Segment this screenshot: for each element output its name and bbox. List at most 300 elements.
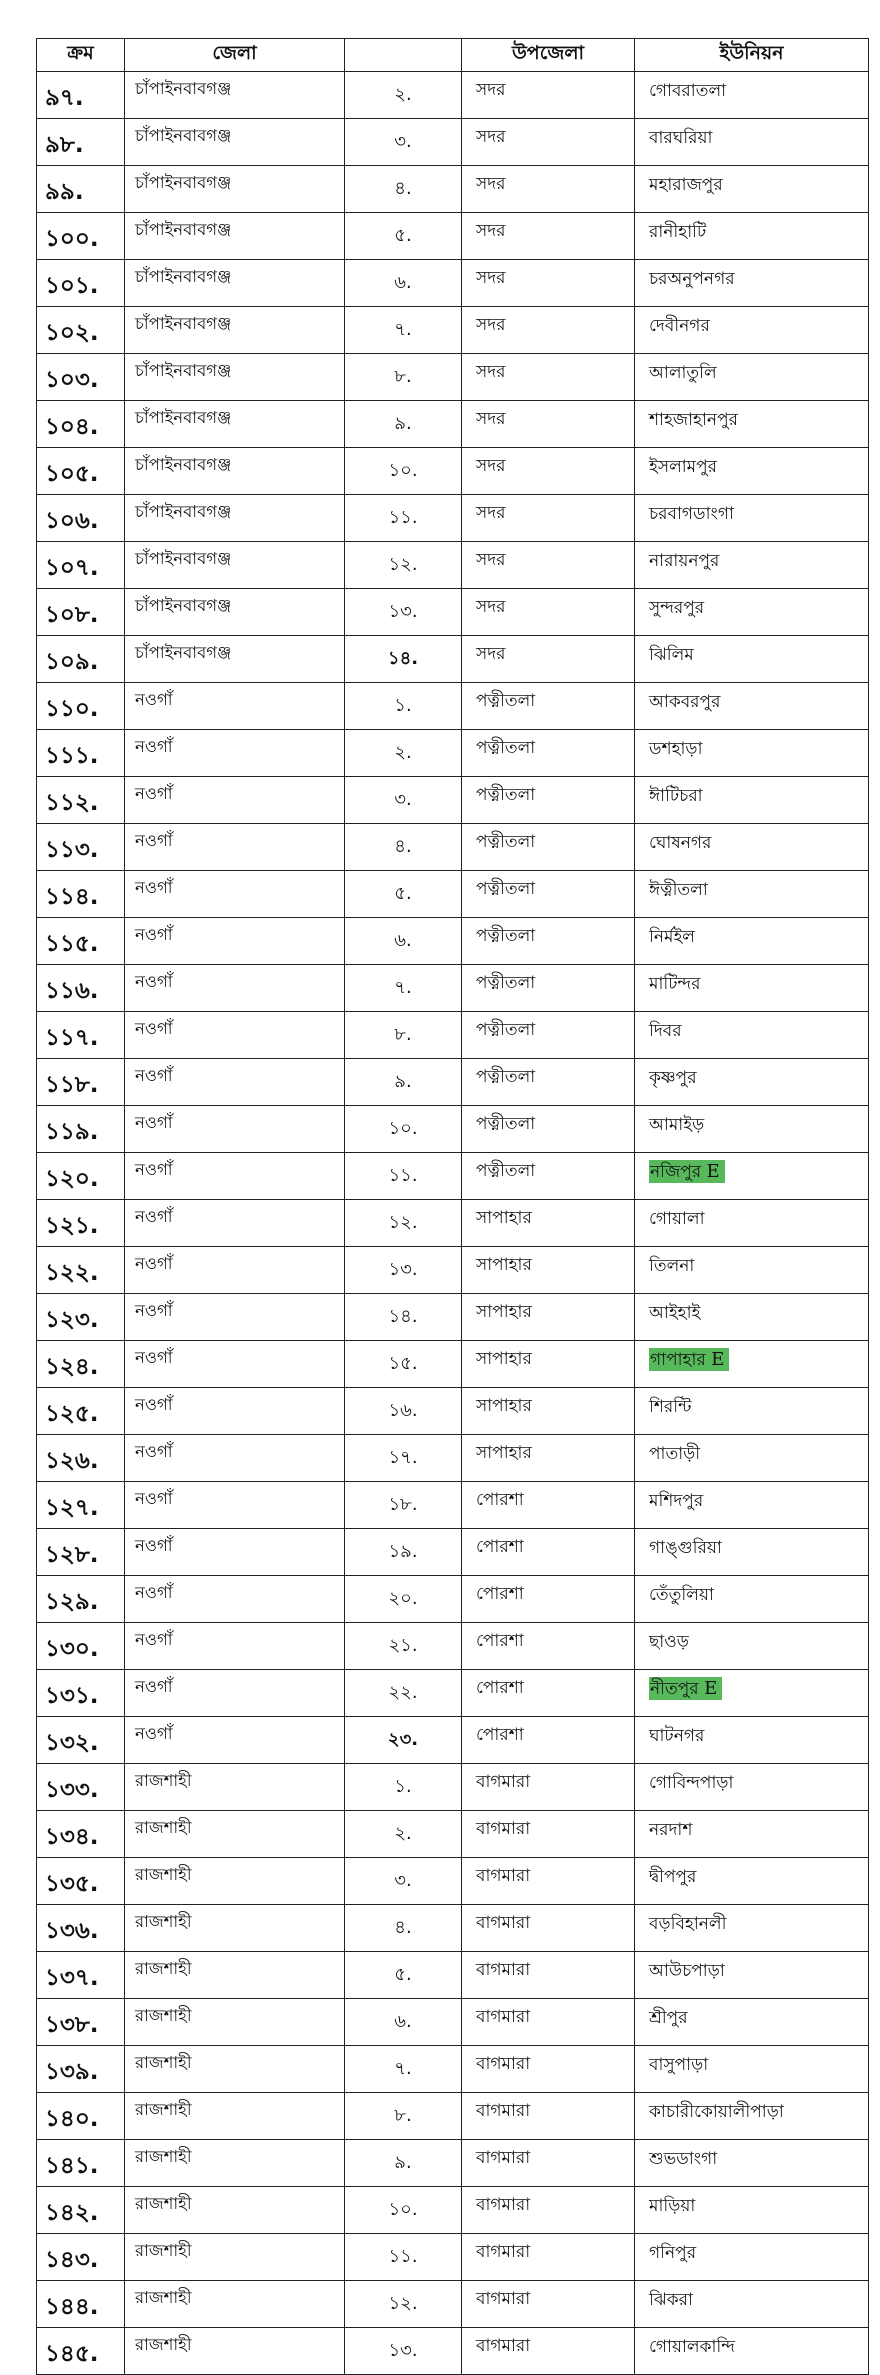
district-cell: রাজশাহী [125, 2140, 345, 2187]
table-row [37, 2046, 869, 2093]
header-union: ইউনিয়ন [635, 39, 869, 72]
table-row [37, 1670, 869, 1717]
serial-cell: ৯৮. [37, 119, 125, 166]
serial-cell: ১০৫. [37, 448, 125, 495]
district-cell: নওগাঁ [125, 1247, 345, 1294]
upazila-cell: সাপাহার [462, 1247, 635, 1294]
upazila-cell: সদর [462, 354, 635, 401]
upazila-cell: সদর [462, 72, 635, 119]
district-cell: রাজশাহী [125, 1811, 345, 1858]
upazila-cell: পত্নীতলা [462, 1012, 635, 1059]
table-row [37, 1529, 869, 1576]
number-cell: ১০. [345, 2187, 462, 2234]
table-row [37, 401, 869, 448]
serial-cell: ১০০. [37, 213, 125, 260]
number-cell: ৩. [345, 119, 462, 166]
union-cell: মাটিন্দর [635, 965, 869, 1012]
district-cell: নওগাঁ [125, 918, 345, 965]
highlighted-union [649, 1677, 722, 1700]
table-row [37, 777, 869, 824]
upazila-cell: সদর [462, 213, 635, 260]
district-cell: নওগাঁ [125, 1576, 345, 1623]
number-cell: ২০. [345, 1576, 462, 1623]
table-row [37, 2328, 869, 2375]
union-cell: মাড়িয়া [635, 2187, 869, 2234]
union-cell: নরদাশ [635, 1811, 869, 1858]
serial-cell: ১২৫. [37, 1388, 125, 1435]
upazila-cell: সদর [462, 166, 635, 213]
union-cell: বারঘরিয়া [635, 119, 869, 166]
union-cell: গোয়ালকান্দি [635, 2328, 869, 2375]
number-cell: ৯. [345, 1059, 462, 1106]
header-row [37, 39, 869, 72]
district-cell: চাঁপাইনবাবগঞ্জ [125, 354, 345, 401]
union-cell: পাতাড়ী [635, 1435, 869, 1482]
serial-cell: ১৪৪. [37, 2281, 125, 2328]
serial-cell: ১২৬. [37, 1435, 125, 1482]
union-cell: ঈাটিচরা [635, 777, 869, 824]
district-cell: নওগাঁ [125, 965, 345, 1012]
table-row [37, 495, 869, 542]
serial-cell: ১০৯. [37, 636, 125, 683]
union-name: গাপাহার [650, 1350, 706, 1370]
serial-cell: ৯৭. [37, 72, 125, 119]
union-cell: আলাতুলি [635, 354, 869, 401]
union-cell: গনিপুর [635, 2234, 869, 2281]
serial-cell: ১২১. [37, 1200, 125, 1247]
district-cell: চাঁপাইনবাবগঞ্জ [125, 448, 345, 495]
district-cell: রাজশাহী [125, 2281, 345, 2328]
upazila-cell: পত্নীতলা [462, 683, 635, 730]
union-cell: ঘাটনগর [635, 1717, 869, 1764]
upazila-cell: সদর [462, 448, 635, 495]
serial-cell: ১১১. [37, 730, 125, 777]
serial-cell: ১২৩. [37, 1294, 125, 1341]
district-cell: চাঁপাইনবাবগঞ্জ [125, 72, 345, 119]
number-cell: ৮. [345, 2093, 462, 2140]
serial-cell: ১৩২. [37, 1717, 125, 1764]
district-cell: চাঁপাইনবাবগঞ্জ [125, 401, 345, 448]
serial-cell: ১০৮. [37, 589, 125, 636]
serial-cell: ১১৪. [37, 871, 125, 918]
upazila-cell: বাগমারা [462, 2046, 635, 2093]
number-cell: ১৬. [345, 1388, 462, 1435]
district-cell: নওগাঁ [125, 1059, 345, 1106]
table-row [37, 2234, 869, 2281]
upazila-cell: বাগমারা [462, 2093, 635, 2140]
upazila-cell: সদর [462, 636, 635, 683]
union-cell: আইহাই [635, 1294, 869, 1341]
number-cell: ১০. [345, 448, 462, 495]
table-row [37, 1012, 869, 1059]
district-cell: চাঁপাইনবাবগঞ্জ [125, 166, 345, 213]
union-cell: তিলনা [635, 1247, 869, 1294]
number-cell: ৬. [345, 1999, 462, 2046]
union-cell: ঈত্নীতলা [635, 871, 869, 918]
table-row [37, 2140, 869, 2187]
union-cell: বড়বিহানলী [635, 1905, 869, 1952]
table-row [37, 1341, 869, 1388]
upazila-cell: পত্নীতলা [462, 871, 635, 918]
number-cell: ৭. [345, 307, 462, 354]
union-cell: ঝিকরা [635, 2281, 869, 2328]
serial-cell: ১২৭. [37, 1482, 125, 1529]
table-header [37, 39, 869, 72]
district-cell: নওগাঁ [125, 683, 345, 730]
upazila-cell: সাপাহার [462, 1200, 635, 1247]
number-cell: ১৪. [345, 636, 462, 683]
upazila-cell: বাগমারা [462, 2281, 635, 2328]
district-cell: রাজশাহী [125, 1905, 345, 1952]
upazila-cell: পোরশা [462, 1529, 635, 1576]
serial-cell: ১০৪. [37, 401, 125, 448]
district-cell: রাজশাহী [125, 1952, 345, 1999]
serial-cell: ১৩৮. [37, 1999, 125, 2046]
number-cell: ১২. [345, 2281, 462, 2328]
table-row [37, 1717, 869, 1764]
district-cell: চাঁপাইনবাবগঞ্জ [125, 307, 345, 354]
table-row [37, 636, 869, 683]
table-row [37, 2093, 869, 2140]
district-cell: নওগাঁ [125, 1012, 345, 1059]
serial-cell: ১১০. [37, 683, 125, 730]
district-cell: নওগাঁ [125, 1435, 345, 1482]
union-cell: চরবাগডাংগা [635, 495, 869, 542]
serial-cell: ১০৬. [37, 495, 125, 542]
upazila-cell: সাপাহার [462, 1435, 635, 1482]
serial-cell: ১০৩. [37, 354, 125, 401]
union-cell [635, 1153, 869, 1200]
number-cell: ২. [345, 72, 462, 119]
table-row [37, 542, 869, 589]
district-cell: রাজশাহী [125, 2046, 345, 2093]
table-row [37, 1294, 869, 1341]
serial-cell: ১৪০. [37, 2093, 125, 2140]
table-row [37, 448, 869, 495]
serial-cell: ১৩৩. [37, 1764, 125, 1811]
serial-cell: ১১৬. [37, 965, 125, 1012]
number-cell: ৩. [345, 1858, 462, 1905]
union-cell: নারায়নপুর [635, 542, 869, 589]
number-cell: ১৮. [345, 1482, 462, 1529]
union-cell: ডশহাড়া [635, 730, 869, 777]
serial-cell: ১৩১. [37, 1670, 125, 1717]
table-row [37, 166, 869, 213]
union-cell: আকবরপুর [635, 683, 869, 730]
upazila-cell: সাপাহার [462, 1388, 635, 1435]
serial-cell: ১৪৩. [37, 2234, 125, 2281]
upazila-cell: সদর [462, 401, 635, 448]
number-cell: ৪. [345, 1905, 462, 1952]
upazila-cell: পোরশা [462, 1717, 635, 1764]
serial-cell: ১১৫. [37, 918, 125, 965]
union-cell: চরঅনুপনগর [635, 260, 869, 307]
serial-cell: ১১৩. [37, 824, 125, 871]
union-cell [635, 1670, 869, 1717]
table-row [37, 354, 869, 401]
upazila-cell: পত্নীতলা [462, 1059, 635, 1106]
number-cell: ৬. [345, 260, 462, 307]
header-serial: ক্রম [37, 39, 125, 72]
table-row [37, 871, 869, 918]
union-cell: ঝিলিম [635, 636, 869, 683]
upazila-cell: পত্নীতলা [462, 965, 635, 1012]
header-district: জেলা [125, 39, 345, 72]
union-cell: মহারাজপুর [635, 166, 869, 213]
upazila-cell: সদর [462, 542, 635, 589]
union-cell: ইসলামপুর [635, 448, 869, 495]
table-body [37, 72, 869, 2375]
district-cell: নওগাঁ [125, 1529, 345, 1576]
upazila-cell: সদর [462, 307, 635, 354]
serial-cell: ১৪১. [37, 2140, 125, 2187]
district-cell: নওগাঁ [125, 1200, 345, 1247]
upazila-cell: সাপাহার [462, 1294, 635, 1341]
upazila-cell: পোরশা [462, 1576, 635, 1623]
number-cell: ১৫. [345, 1341, 462, 1388]
union-suffix: E [711, 1349, 725, 1370]
number-cell: ৫. [345, 1952, 462, 1999]
serial-cell: ১০৭. [37, 542, 125, 589]
union-cell: ঘোষনগর [635, 824, 869, 871]
number-cell: ৯. [345, 2140, 462, 2187]
union-cell: শাহজাহানপুর [635, 401, 869, 448]
serial-cell: ১২৪. [37, 1341, 125, 1388]
upazila-cell: বাগমারা [462, 2328, 635, 2375]
union-suffix: E [704, 1678, 718, 1699]
union-cell: আউচপাড়া [635, 1952, 869, 1999]
union-cell: দেবীনগর [635, 307, 869, 354]
table-row [37, 307, 869, 354]
number-cell: ১৩. [345, 2328, 462, 2375]
union-cell: দ্বীপপুর [635, 1858, 869, 1905]
district-cell: চাঁপাইনবাবগঞ্জ [125, 260, 345, 307]
number-cell: ১১. [345, 2234, 462, 2281]
district-cell: চাঁপাইনবাবগঞ্জ [125, 542, 345, 589]
district-cell: নওগাঁ [125, 1623, 345, 1670]
number-cell: ৫. [345, 213, 462, 260]
district-cell: রাজশাহী [125, 2187, 345, 2234]
union-name: নজিপুর [650, 1162, 702, 1182]
table-row [37, 2187, 869, 2234]
table-row [37, 1999, 869, 2046]
table-row [37, 824, 869, 871]
union-cell: গোয়ালা [635, 1200, 869, 1247]
upazila-cell: সদর [462, 260, 635, 307]
union-cell: গোবরাতলা [635, 72, 869, 119]
district-cell: চাঁপাইনবাবগঞ্জ [125, 589, 345, 636]
district-cell: রাজশাহী [125, 2328, 345, 2375]
serial-cell: ১৩৯. [37, 2046, 125, 2093]
union-cell: শ্রীপুর [635, 1999, 869, 2046]
serial-cell: ৯৯. [37, 166, 125, 213]
district-cell: রাজশাহী [125, 1764, 345, 1811]
number-cell: ৪. [345, 166, 462, 213]
union-cell: শিরন্টি [635, 1388, 869, 1435]
table-row [37, 1482, 869, 1529]
number-cell: ১৯. [345, 1529, 462, 1576]
serial-cell: ১২৯. [37, 1576, 125, 1623]
upazila-cell: বাগমারা [462, 1952, 635, 1999]
district-cell: চাঁপাইনবাবগঞ্জ [125, 213, 345, 260]
union-cell: মশিদপুর [635, 1482, 869, 1529]
header-upazila: উপজেলা [462, 39, 635, 72]
union-cell: গোবিন্দপাড়া [635, 1764, 869, 1811]
upazila-cell: পত্নীতলা [462, 1106, 635, 1153]
upazila-cell: সদর [462, 495, 635, 542]
upazila-cell: সাপাহার [462, 1341, 635, 1388]
upazila-cell: সদর [462, 589, 635, 636]
number-cell: ৮. [345, 1012, 462, 1059]
union-cell: কৃষ্ণপুর [635, 1059, 869, 1106]
upazila-cell: বাগমারা [462, 1811, 635, 1858]
district-cell: নওগাঁ [125, 824, 345, 871]
number-cell: ১. [345, 683, 462, 730]
district-cell: রাজশাহী [125, 1999, 345, 2046]
table-row [37, 213, 869, 260]
table-row [37, 1435, 869, 1482]
upazila-cell: বাগমারা [462, 1858, 635, 1905]
number-cell: ১৪. [345, 1294, 462, 1341]
number-cell: ৩. [345, 777, 462, 824]
upazila-cell: সদর [462, 119, 635, 166]
district-cell: নওগাঁ [125, 1153, 345, 1200]
table-row [37, 1247, 869, 1294]
number-cell: ২১. [345, 1623, 462, 1670]
upazila-cell: বাগমারা [462, 1764, 635, 1811]
union-cell: তেঁতুলিয়া [635, 1576, 869, 1623]
table-row [37, 1764, 869, 1811]
union-cell: কাচারীকোয়ালীপাড়া [635, 2093, 869, 2140]
union-cell: বাসুপাড়া [635, 2046, 869, 2093]
number-cell: ৭. [345, 965, 462, 1012]
number-cell: ১০. [345, 1106, 462, 1153]
union-cell: ছাওড় [635, 1623, 869, 1670]
district-cell: নওগাঁ [125, 871, 345, 918]
union-name: নীতপুর [650, 1679, 699, 1699]
upazila-cell: বাগমারা [462, 2234, 635, 2281]
serial-cell: ১২৮. [37, 1529, 125, 1576]
table-row [37, 730, 869, 777]
table-row [37, 1153, 869, 1200]
table-row [37, 918, 869, 965]
union-cell: গাঙ্গুরিয়া [635, 1529, 869, 1576]
number-cell: ২. [345, 730, 462, 777]
table-row [37, 965, 869, 1012]
serial-cell: ১৩৭. [37, 1952, 125, 1999]
district-cell: চাঁপাইনবাবগঞ্জ [125, 636, 345, 683]
district-cell: রাজশাহী [125, 2234, 345, 2281]
union-cell: দিবর [635, 1012, 869, 1059]
serial-cell: ১৩৬. [37, 1905, 125, 1952]
serial-cell: ১৩০. [37, 1623, 125, 1670]
serial-cell: ১১২. [37, 777, 125, 824]
union-cell [635, 1341, 869, 1388]
district-cell: নওগাঁ [125, 1294, 345, 1341]
table-row [37, 260, 869, 307]
table-row [37, 1952, 869, 1999]
number-cell: ১১. [345, 495, 462, 542]
upazila-cell: পত্নীতলা [462, 918, 635, 965]
upazila-cell: পত্নীতলা [462, 824, 635, 871]
serial-cell: ১২২. [37, 1247, 125, 1294]
number-cell: ৪. [345, 824, 462, 871]
union-table [36, 38, 869, 2375]
number-cell: ২৩. [345, 1717, 462, 1764]
district-cell: নওগাঁ [125, 1388, 345, 1435]
upazila-cell: পত্নীতলা [462, 730, 635, 777]
number-cell: ১২. [345, 542, 462, 589]
table-row [37, 1858, 869, 1905]
number-cell: ৯. [345, 401, 462, 448]
table-row [37, 119, 869, 166]
serial-cell: ১৩৫. [37, 1858, 125, 1905]
serial-cell: ১১৭. [37, 1012, 125, 1059]
upazila-cell: পোরশা [462, 1623, 635, 1670]
union-suffix: E [706, 1161, 720, 1182]
district-cell: চাঁপাইনবাবগঞ্জ [125, 495, 345, 542]
number-cell: ১৭. [345, 1435, 462, 1482]
serial-cell: ১১৯. [37, 1106, 125, 1153]
upazila-cell: বাগমারা [462, 2187, 635, 2234]
upazila-cell: পোরশা [462, 1482, 635, 1529]
upazila-cell: বাগমারা [462, 1905, 635, 1952]
number-cell: ১৩. [345, 1247, 462, 1294]
table-row [37, 2281, 869, 2328]
serial-cell: ১৪২. [37, 2187, 125, 2234]
union-cell: শুভডাংগা [635, 2140, 869, 2187]
serial-cell: ১০১. [37, 260, 125, 307]
union-cell: সুন্দরপুর [635, 589, 869, 636]
number-cell: ১. [345, 1764, 462, 1811]
district-cell: নওগাঁ [125, 1106, 345, 1153]
district-cell: রাজশাহী [125, 1858, 345, 1905]
table-row [37, 1905, 869, 1952]
table-row [37, 1576, 869, 1623]
number-cell: ২. [345, 1811, 462, 1858]
table-row [37, 1388, 869, 1435]
upazila-cell: বাগমারা [462, 1999, 635, 2046]
district-cell: নওগাঁ [125, 730, 345, 777]
header-number [345, 39, 462, 72]
table-row [37, 72, 869, 119]
highlighted-union [649, 1160, 725, 1183]
district-cell: নওগাঁ [125, 1482, 345, 1529]
number-cell: ৭. [345, 2046, 462, 2093]
upazila-cell: পোরশা [462, 1670, 635, 1717]
serial-cell: ১০২. [37, 307, 125, 354]
table-row [37, 589, 869, 636]
number-cell: ২২. [345, 1670, 462, 1717]
serial-cell: ১৪৫. [37, 2328, 125, 2375]
number-cell: ৫. [345, 871, 462, 918]
union-cell: রানীহাটি [635, 213, 869, 260]
number-cell: ১৩. [345, 589, 462, 636]
document-page [36, 38, 868, 2375]
district-cell: চাঁপাইনবাবগঞ্জ [125, 119, 345, 166]
number-cell: ৮. [345, 354, 462, 401]
district-cell: রাজশাহী [125, 2093, 345, 2140]
table-row [37, 1059, 869, 1106]
table-row [37, 1200, 869, 1247]
serial-cell: ১১৮. [37, 1059, 125, 1106]
upazila-cell: পত্নীতলা [462, 777, 635, 824]
upazila-cell: পত্নীতলা [462, 1153, 635, 1200]
district-cell: নওগাঁ [125, 1717, 345, 1764]
number-cell: ১২. [345, 1200, 462, 1247]
table-row [37, 1623, 869, 1670]
union-cell: আমাইড় [635, 1106, 869, 1153]
